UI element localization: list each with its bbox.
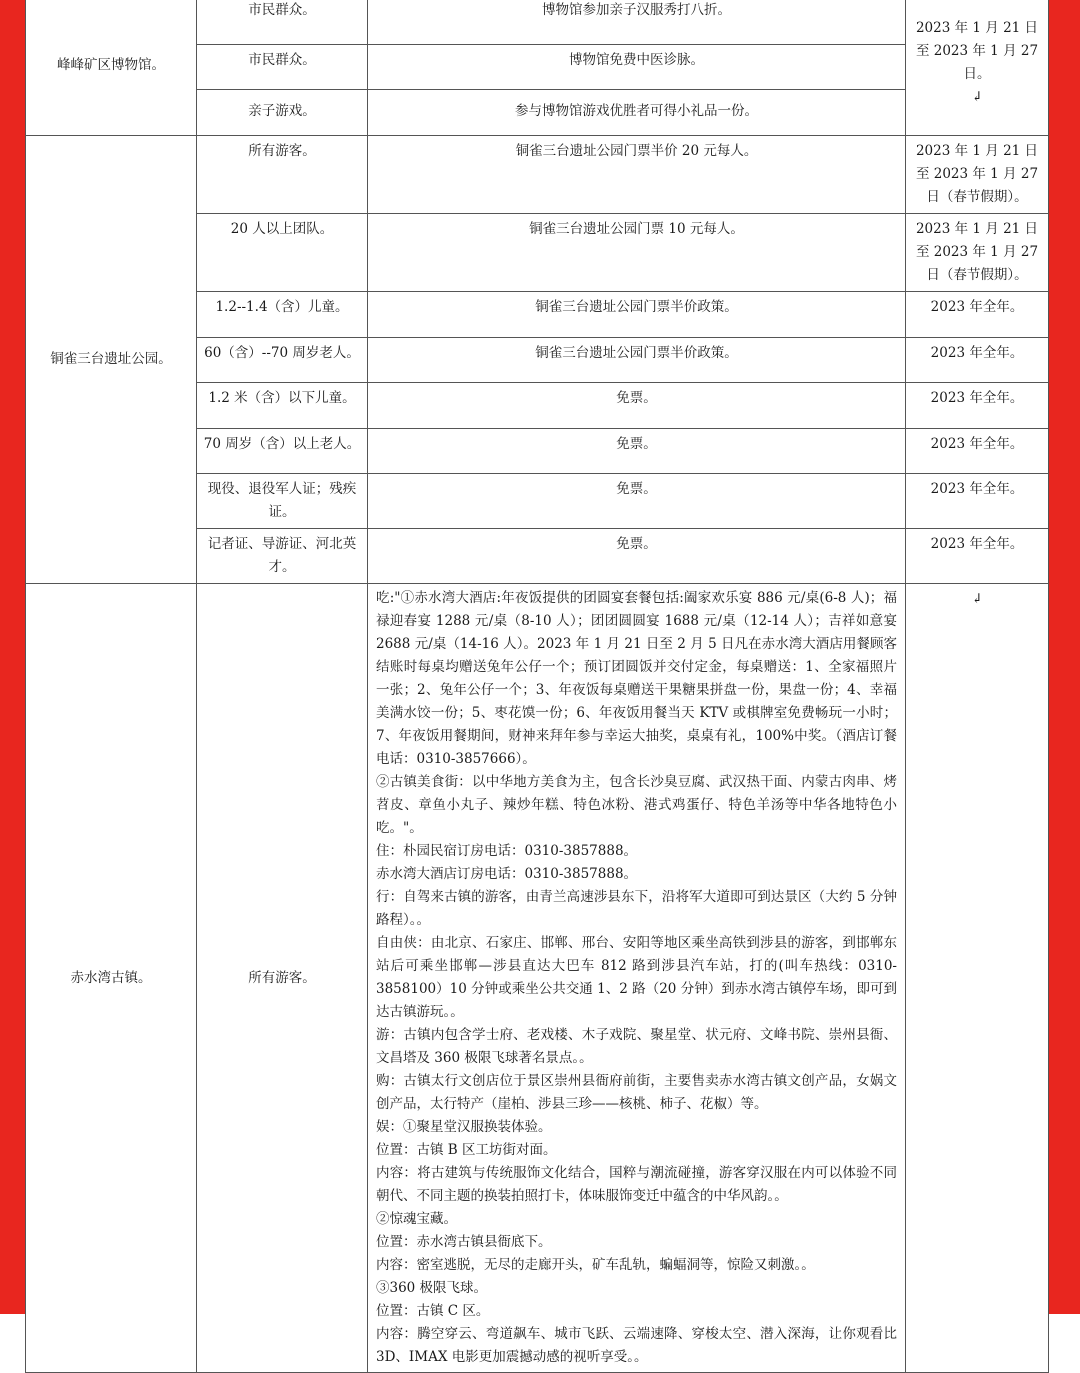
detail-paragraph: ②古镇美食街：以中华地方美食为主，包含长沙臭豆腐、武汉热干面、内蒙古肉串、烤苕皮、章鱼小丸子、辣炒年糕、特色冰粉、港式鸡蛋仔、特色羊汤等中华各地特色小吃。"。: [376, 774, 897, 836]
detail-paragraph: 位置：赤水湾古镇县衙底下。: [376, 1234, 552, 1250]
table-row: [26, 584, 1049, 1373]
audience-cell: 70 周岁（含）以上老人。: [197, 429, 368, 474]
policy-cell: 铜雀三台遗址公园门票半价 20 元每人。: [368, 136, 906, 214]
date-cell: 2023 年全年。: [906, 338, 1049, 383]
detail-paragraph: ②惊魂宝藏。: [376, 1211, 457, 1227]
date-cell: 2023 年 1 月 21 日至 2023 年 1 月 27 日（春节假期）。: [906, 214, 1049, 292]
detail-paragraph: 内容：密室逃脱，无尽的走廊开头，矿车乱轨，蝙蝠洞等，惊险又刺激。。: [376, 1257, 815, 1273]
venue-cell: 赤水湾古镇。: [26, 584, 197, 1373]
policy-cell: 铜雀三台遗址公园门票半价政策。: [368, 338, 906, 383]
audience-cell: 1.2--1.4（含）儿童。: [197, 292, 368, 338]
policy-cell: 免票。: [368, 429, 906, 474]
date-cell: 2023 年全年。: [906, 292, 1049, 338]
detail-paragraph: ③360 极限飞球。: [376, 1280, 488, 1296]
policy-cell: [368, 0, 906, 45]
date-cell: 2023 年全年。: [906, 429, 1049, 474]
detail-paragraph: 娱：①聚星堂汉服换装体验。: [376, 1119, 552, 1135]
audience-cell: 市民群众。: [197, 0, 368, 45]
detail-paragraph: 行：自驾来古镇的游客，由青兰高速涉县东下，沿将军大道即可到达景区（大约 5 分钟路程）。。: [376, 889, 897, 928]
table-row: [26, 0, 1049, 45]
audience-cell: 20 人以上团队。: [197, 214, 368, 292]
date-text: 2023 年 1 月 21 日至 2023 年 1 月 27 日。: [915, 20, 1039, 82]
policy-cell: 铜雀三台遗址公园门票 10 元每人。: [368, 214, 906, 292]
document-sheet: [25, 0, 1048, 1365]
detail-paragraph: 内容：将古建筑与传统服饰文化结合，国粹与潮流碰撞，游客穿汉服在内可以体验不同朝代、不同主题的换装拍照打卡，体味服饰变迁中蕴含的中华风韵。。: [376, 1165, 897, 1204]
discount-policy-table: [25, 0, 1049, 1373]
audience-cell: 所有游客。: [197, 584, 368, 1373]
detail-cell: [368, 584, 906, 1373]
date-cell: ↲: [906, 584, 1049, 1373]
audience-cell: 现役、退役军人证；残疾证。: [197, 474, 368, 529]
detail-paragraph: 吃:"①赤水湾大酒店:年夜饭提供的团圆宴套餐包括:阖家欢乐宴 886 元/桌(6-8 人)；福禄迎春宴 1288 元/桌（8-10 人）；团团圆圆宴 1688 元/桌（12-14 人）；吉祥如意宴 2688 元/桌（14-16 人）。2023 年 1 月 21 日至 2 月 5 日凡在赤水湾大酒店用餐顾客结账时每桌均赠送兔年公仔一个；预订团圆饭并交付定金，每桌赠送：1、全家福照片一张；2、兔年公仔一个；3、年夜饭每桌赠送干果糖果拼盘一份，果盘一份；4、幸福美满水饺一份；5、枣花馍一份；6、年夜饭用餐当天 KTV 或棋牌室免费畅玩一小时；7、年夜饭用餐期间，财神来拜年参与幸运大抽奖，桌桌有礼，100%中奖。（酒店订餐电话：0310-3857666）。: [376, 590, 897, 767]
date-cell: 2023 年全年。: [906, 529, 1049, 584]
audience-cell: 1.2 米（含）以下儿童。: [197, 383, 368, 429]
audience-cell: 所有游客。: [197, 136, 368, 214]
detail-paragraph: 购：古镇太行文创店位于景区崇州县衙府前街，主要售卖赤水湾古镇文创产品，女娲文创产品，太行特产（崖柏、涉县三珍——核桃、柿子、花椒）等。: [376, 1073, 897, 1112]
policy-text: 博物馆参加亲子汉服秀打八折。: [542, 2, 731, 18]
audience-cell: 市民群众。: [197, 45, 368, 90]
policy-cell: 免票。: [368, 474, 906, 529]
date-cell: [906, 0, 1049, 136]
audience-cell: 亲子游戏。: [197, 90, 368, 136]
detail-paragraph: 位置：古镇 C 区。: [376, 1303, 490, 1319]
date-cell: 2023 年全年。: [906, 474, 1049, 529]
venue-cell: 峰峰矿区博物馆。: [26, 0, 197, 136]
policy-cell: 免票。: [368, 383, 906, 429]
policy-cell: 参与博物馆游戏优胜者可得小礼品一份。: [368, 90, 906, 136]
detail-paragraph: 赤水湾大酒店订房电话：0310-3857888。: [376, 866, 638, 882]
table-row: [26, 136, 1049, 214]
venue-cell: 铜雀三台遗址公园。: [26, 136, 197, 584]
audience-cell: 记者证、导游证、河北英才。: [197, 529, 368, 584]
detail-paragraph: 内容：腾空穿云、弯道飙车、城市飞跃、云端速降、穿梭太空、潜入深海，让你观看比 3D、IMAX 电影更加震撼动感的视听享受。。: [376, 1326, 897, 1365]
date-cell: 2023 年 1 月 21 日至 2023 年 1 月 27 日（春节假期）。: [906, 136, 1049, 214]
policy-cell: 博物馆免费中医诊脉。: [368, 45, 906, 90]
policy-cell: 免票。: [368, 529, 906, 584]
audience-cell: 60（含）--70 周岁老人。: [197, 338, 368, 383]
detail-paragraph: 游：古镇内包含学士府、老戏楼、木子戏院、聚星堂、状元府、文峰书院、崇州县衙、文昌塔及 360 极限飞球著名景点。。: [376, 1027, 897, 1066]
policy-cell: 铜雀三台遗址公园门票半价政策。: [368, 292, 906, 338]
detail-paragraph: 住：朴园民宿订房电话：0310-3857888。: [376, 843, 638, 859]
right-red-border: [1048, 0, 1080, 1314]
date-cell: 2023 年全年。: [906, 383, 1049, 429]
detail-paragraph: 自由侠：由北京、石家庄、邯郸、邢台、安阳等地区乘坐高铁到涉县的游客，到邯郸东站后可乘坐邯郸—涉县直达大巴车 812 路到涉县汽车站，打的(叫车热线：0310-3858100）10 分钟或乘坐公共交通 1、2 路（20 分钟）到赤水湾古镇停车场，即可到达古镇游玩。。: [376, 935, 897, 1020]
left-red-border: [0, 0, 25, 1314]
date-mark: ↲: [971, 89, 983, 105]
detail-paragraph: 位置：古镇 B 区工坊街对面。: [376, 1142, 557, 1158]
